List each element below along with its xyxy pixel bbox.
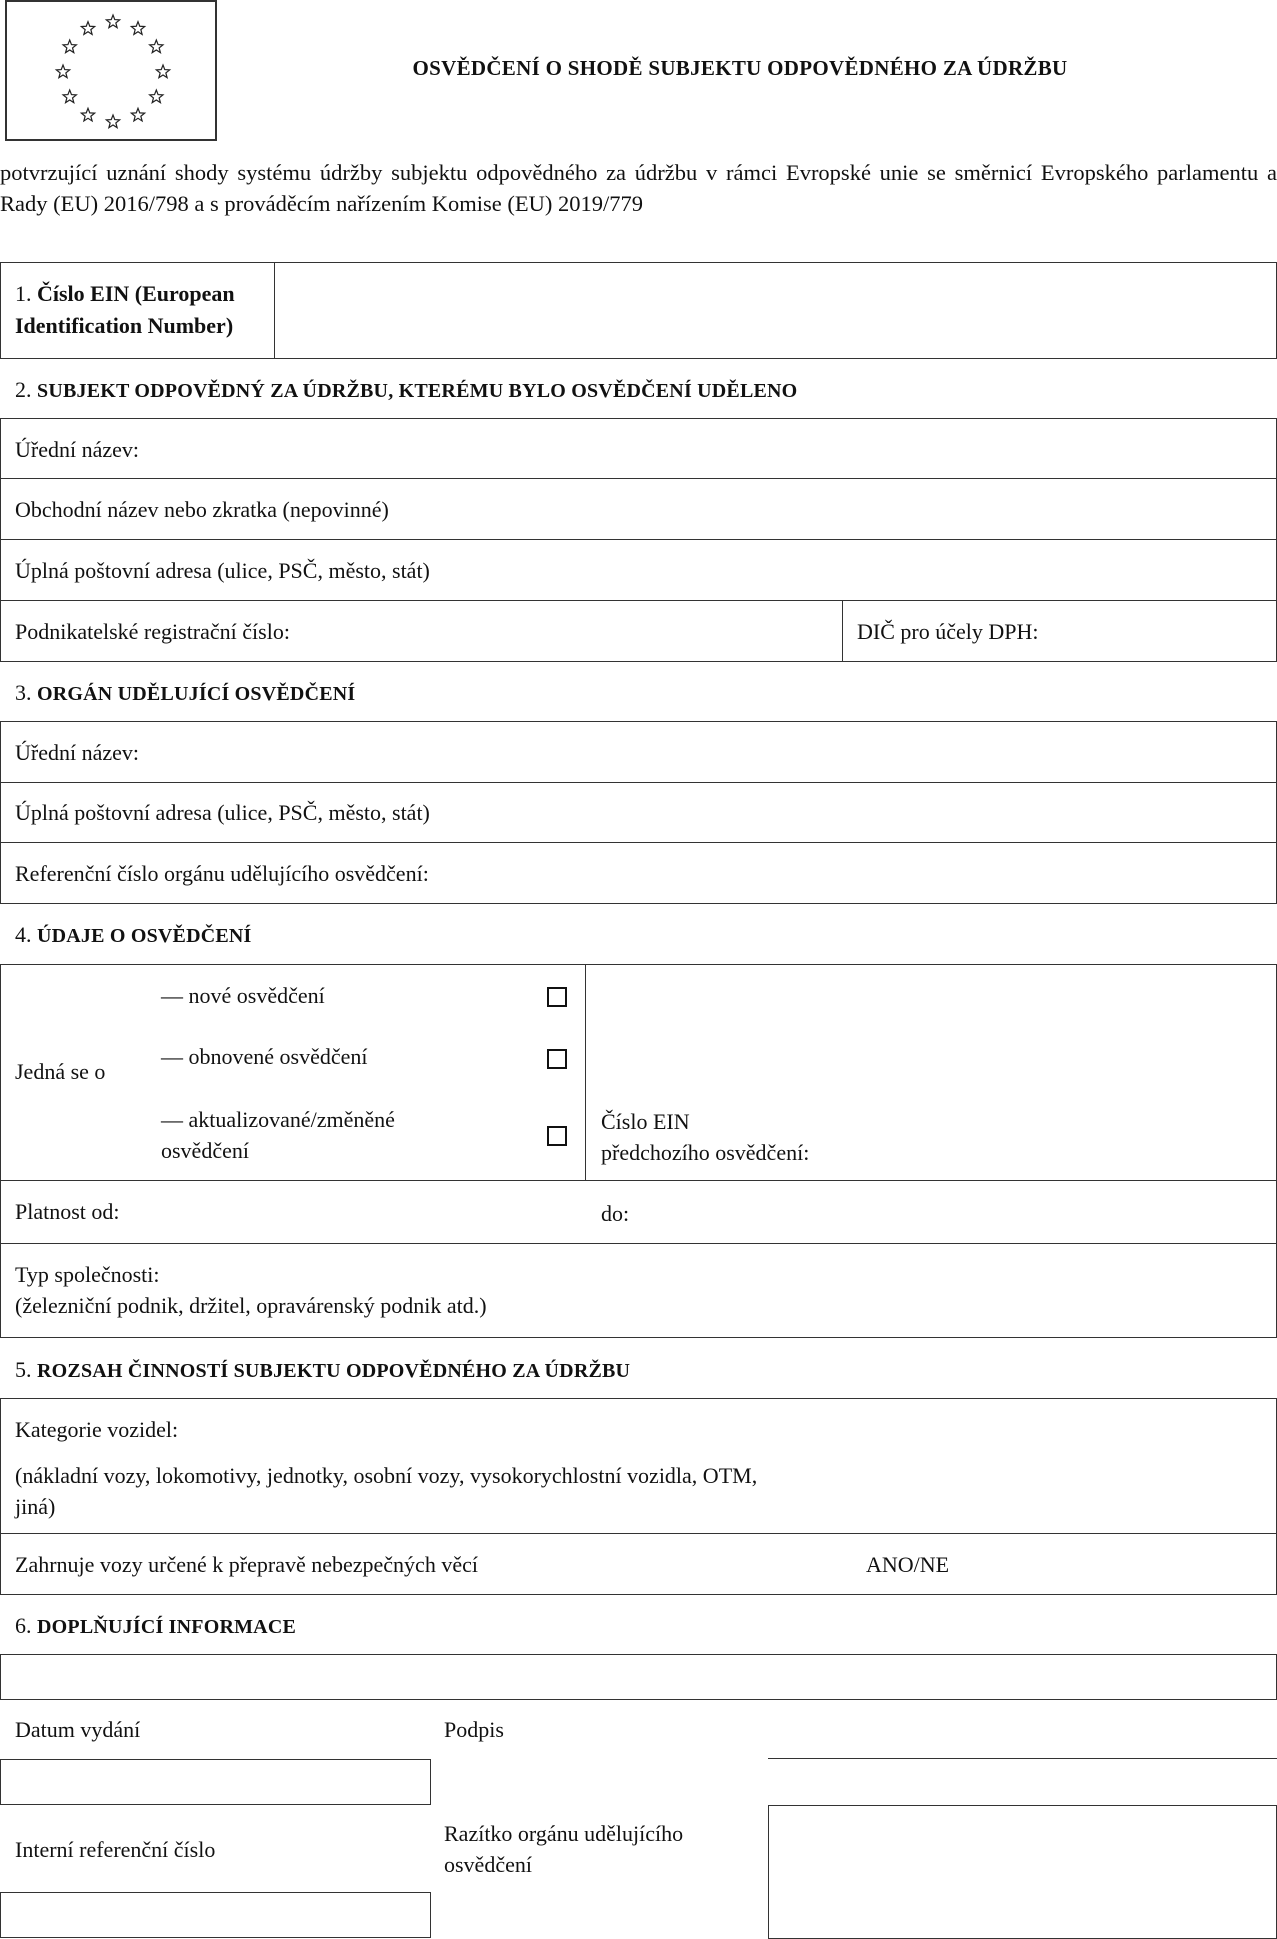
section-5-title: ROZSAH ČINNOSTÍ SUBJEKTU ODPOVĚDNÉHO ZA ÚDRŽBU xyxy=(37,1360,631,1382)
stamp-label-line2: osvědčení xyxy=(444,1852,532,1877)
section-1-number: 1. xyxy=(15,281,32,306)
star-icon xyxy=(150,40,163,53)
star-icon xyxy=(156,65,169,78)
dangerous-goods-label: Zahrnuje vozy určené k přepravě nebezpečných věcí xyxy=(15,1552,478,1577)
section-5-number: 5. xyxy=(15,1357,32,1382)
issue-date-field[interactable] xyxy=(0,1759,431,1805)
stamp-field[interactable] xyxy=(768,1805,1277,1939)
section-3-number: 3. xyxy=(15,680,32,705)
section-1-label-line1: Číslo EIN (European xyxy=(37,281,235,306)
postal-address-field[interactable]: Úplná poštovní adresa (ulice, PSČ, město, stát) xyxy=(15,558,430,583)
star-icon xyxy=(63,40,76,53)
internal-reference-field[interactable] xyxy=(0,1892,431,1938)
previous-ein-label-line1: Číslo EIN xyxy=(601,1109,690,1134)
certificate-type-label: Jedná se o xyxy=(15,1059,106,1084)
section-5-header xyxy=(15,1354,630,1387)
ein-number-field[interactable] xyxy=(280,266,1270,354)
dangerous-goods-yes-no[interactable]: ANO/NE xyxy=(866,1552,950,1577)
option-renewed-certificate-checkbox[interactable] xyxy=(547,1049,567,1069)
option-new-certificate-label: — nové osvědčení xyxy=(161,983,325,1008)
company-type-label[interactable]: Typ společnosti: xyxy=(15,1262,160,1287)
option-new-certificate-checkbox[interactable] xyxy=(547,987,567,1007)
star-icon xyxy=(81,108,94,121)
internal-reference-label: Interní referenční číslo xyxy=(15,1837,216,1862)
star-icon xyxy=(81,22,94,35)
additional-info-field[interactable] xyxy=(0,1654,1277,1700)
option-updated-certificate-label-line2: osvědčení xyxy=(161,1138,249,1163)
authority-official-name-field[interactable]: Úřední název: xyxy=(15,740,139,765)
option-renewed-certificate-label: — obnovené osvědčení xyxy=(161,1044,368,1069)
section-1-label-line2: Identification Number) xyxy=(15,313,234,338)
stamp-label-line1: Razítko orgánu udělujícího xyxy=(444,1821,684,1846)
vehicle-category-field[interactable]: Kategorie vozidel: xyxy=(15,1417,179,1442)
star-icon xyxy=(131,22,144,35)
star-icon xyxy=(63,90,76,103)
section-2-header xyxy=(15,374,797,407)
section-6-header xyxy=(15,1610,296,1643)
trade-name-field[interactable]: Obchodní název nebo zkratka (nepovinné) xyxy=(15,497,389,522)
authority-reference-number-field[interactable]: Referenční číslo orgánu udělujícího osvědčení: xyxy=(15,861,429,886)
company-type-hint: (železniční podnik, držitel, opravárenský podnik atd.) xyxy=(15,1293,487,1318)
section-6-number: 6. xyxy=(15,1613,32,1638)
section-4-number: 4. xyxy=(15,922,32,947)
option-updated-certificate-checkbox[interactable] xyxy=(547,1126,567,1146)
section-4-title: ÚDAJE O OSVĚDČENÍ xyxy=(37,925,252,947)
section-2-title: SUBJEKT ODPOVĚDNÝ ZA ÚDRŽBU, KTERÉMU BYLO OSVĚDČENÍ UDĚLENO xyxy=(37,380,798,402)
section-1-label xyxy=(15,278,235,309)
stars-circle-icon xyxy=(7,2,215,139)
star-icon xyxy=(106,15,119,28)
star-icon xyxy=(131,108,144,121)
signature-label: Podpis xyxy=(444,1717,504,1742)
intro-paragraph: potvrzující uznání shody systému údržby subjektu odpovědného za údržbu v rámci Evropské unie se směrnicí Evropského parlamentu a Rady (EU) 2016/798 a s prováděcím nařízením Komise (EU) 2019/779 xyxy=(0,160,1277,216)
issue-date-label: Datum vydání xyxy=(15,1717,141,1742)
vehicle-list-hint-line2: jiná) xyxy=(15,1494,56,1519)
previous-ein-label-line2[interactable]: předchozího osvědčení: xyxy=(601,1140,810,1165)
section-3-header xyxy=(15,677,355,710)
section-2-number: 2. xyxy=(15,377,32,402)
registration-number-field[interactable]: Podnikatelské registrační číslo: xyxy=(15,619,290,644)
star-icon xyxy=(150,90,163,103)
star-icon xyxy=(56,65,69,78)
vat-id-field[interactable]: DIČ pro účely DPH: xyxy=(857,619,1039,644)
page-title: OSVĚDČENÍ O SHODĚ SUBJEKTU ODPOVĚDNÉHO ZA ÚDRŽBU xyxy=(412,56,1068,80)
eu-flag-emblem xyxy=(5,0,217,141)
signature-line[interactable] xyxy=(768,1758,1277,1759)
section-3-title: ORGÁN UDĚLUJÍCÍ OSVĚDČENÍ xyxy=(37,683,356,705)
authority-postal-address-field[interactable]: Úplná poštovní adresa (ulice, PSČ, město, stát) xyxy=(15,800,430,825)
star-icon xyxy=(106,115,119,128)
option-updated-certificate-label-line1: — aktualizované/změněné xyxy=(161,1107,395,1132)
section-4-header xyxy=(15,919,252,952)
vehicle-list-hint-line1: (nákladní vozy, lokomotivy, jednotky, osobní vozy, vysokorychlostní vozidla, OTM, xyxy=(15,1463,758,1488)
official-name-field[interactable]: Úřední název: xyxy=(15,437,139,462)
section-6-title: DOPLŇUJÍCÍ INFORMACE xyxy=(37,1616,296,1638)
valid-to-field[interactable]: do: xyxy=(601,1201,630,1226)
valid-from-field[interactable]: Platnost od: xyxy=(15,1199,120,1224)
